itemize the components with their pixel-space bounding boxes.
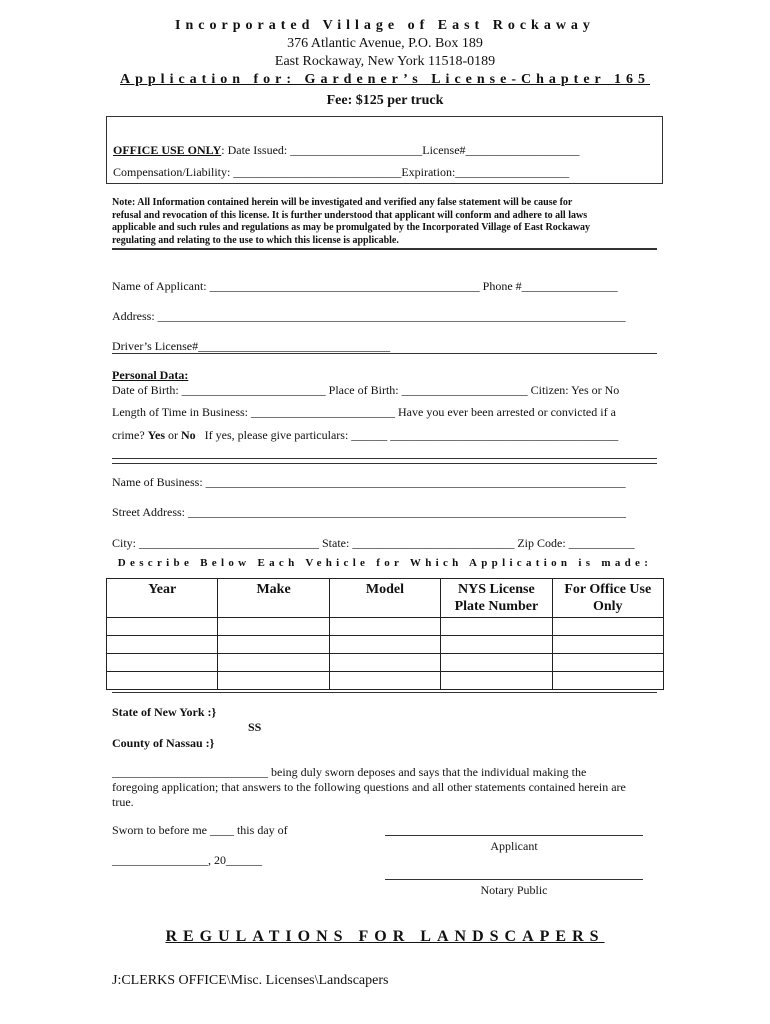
application-title: Application for: Gardener’s License-Chapter 165 xyxy=(120,72,650,87)
vehicle-section-title: Describe Below Each Vehicle for Which Application is made: xyxy=(117,557,653,569)
col-make: Make xyxy=(218,579,329,618)
note-line: refusal and revocation of this license. It is further understood that applicant will conform and adhere to all laws xyxy=(112,209,588,221)
table-cell[interactable] xyxy=(107,672,218,690)
city-state-zip-field[interactable]: City: ______________________________ State: ___________________________ Zip Code: ___________ xyxy=(112,536,635,550)
office-use-label: OFFICE USE ONLY xyxy=(113,143,222,157)
crime-or: or xyxy=(168,428,178,442)
divider xyxy=(112,248,657,250)
table-cell[interactable] xyxy=(218,672,329,690)
address-field[interactable]: Address: ______________________________________________________________________________ xyxy=(112,309,626,323)
date-issued-text: : Date Issued: ______________________License#___________________ xyxy=(221,143,580,157)
village-title: Incorporated Village of East Rockaway xyxy=(175,18,595,33)
col-model: Model xyxy=(329,579,440,618)
table-row xyxy=(107,654,664,672)
table-cell[interactable] xyxy=(329,636,440,654)
note-line: regulating and relating to the use to which this license is applicable. xyxy=(112,234,399,246)
divider xyxy=(112,463,657,464)
address-line-2: East Rockaway, New York 11518-0189 xyxy=(274,54,496,69)
col-office: For Office Use Only xyxy=(552,579,663,618)
table-cell[interactable] xyxy=(218,618,329,636)
crime-particulars: If yes, please give particulars: ______ ______________________________________ xyxy=(204,428,619,442)
street-address-field[interactable]: Street Address: _________________________________________________________________________ xyxy=(112,505,626,519)
table-row xyxy=(107,618,664,636)
applicant-label: Applicant xyxy=(490,839,538,853)
oath-paragraph xyxy=(112,765,657,810)
table-cell[interactable] xyxy=(552,654,663,672)
sworn-line[interactable]: Sworn to before me ____ this day of xyxy=(112,823,288,837)
col-plate: NYS License Plate Number xyxy=(441,579,552,618)
crime-yes[interactable]: Yes xyxy=(147,428,165,442)
table-cell[interactable] xyxy=(329,618,440,636)
oath-line: true. xyxy=(112,795,134,809)
birth-citizen-field[interactable]: Date of Birth: ________________________ Place of Birth: _____________________ Citizen: Yes or No xyxy=(112,383,620,397)
blank-line[interactable] xyxy=(112,458,657,459)
crime-field[interactable] xyxy=(112,428,618,443)
table-cell[interactable] xyxy=(329,672,440,690)
divider xyxy=(112,692,657,693)
divider xyxy=(112,353,657,354)
sworn-date-field[interactable]: ________________, 20______ xyxy=(112,853,262,867)
note-block xyxy=(112,197,590,247)
table-cell[interactable] xyxy=(329,654,440,672)
table-cell[interactable] xyxy=(552,636,663,654)
state-line: State of New York :} xyxy=(112,705,217,719)
ss-label: SS xyxy=(248,720,262,734)
fee-line: Fee: $125 per truck xyxy=(326,93,444,108)
table-row xyxy=(107,636,664,654)
applicant-signature-line[interactable] xyxy=(385,835,643,836)
note-line: Note: All Information contained herein will be investigated and verified any false statement will be cause for xyxy=(112,197,573,208)
personal-data-heading: Personal Data: xyxy=(112,368,189,382)
table-cell[interactable] xyxy=(218,636,329,654)
table-cell[interactable] xyxy=(441,618,552,636)
table-cell[interactable] xyxy=(552,618,663,636)
oath-line[interactable]: __________________________ being duly sworn deposes and says that the individual making the xyxy=(112,765,587,779)
table-cell[interactable] xyxy=(552,672,663,690)
crime-no[interactable]: No xyxy=(181,428,196,442)
table-cell[interactable] xyxy=(441,654,552,672)
vehicle-table xyxy=(106,578,664,690)
regulations-title: REGULATIONS FOR LANDSCAPERS xyxy=(165,928,605,945)
table-cell[interactable] xyxy=(107,636,218,654)
table-row xyxy=(107,672,664,690)
crime-text: crime? xyxy=(112,428,145,442)
address-line-1: 376 Atlantic Avenue, P.O. Box 189 xyxy=(287,36,483,51)
notary-label: Notary Public xyxy=(480,883,548,897)
oath-line: foregoing application; that answers to the following questions and all other statements contained herein are xyxy=(112,780,626,794)
notary-signature-line[interactable] xyxy=(385,879,643,880)
office-use-box xyxy=(106,116,663,184)
county-line: County of Nassau :} xyxy=(112,736,215,750)
note-line: applicable and such rules and regulations as may be promulgated by the Incorporated Village of East Rockaway xyxy=(112,222,591,233)
office-date-line xyxy=(113,143,580,158)
vehicle-header-row xyxy=(107,579,664,618)
table-cell[interactable] xyxy=(441,636,552,654)
table-cell[interactable] xyxy=(107,654,218,672)
col-year: Year xyxy=(107,579,218,618)
compensation-line: Compensation/Liability: ____________________________Expiration:___________________ xyxy=(113,165,570,179)
length-business-field[interactable]: Length of Time in Business: ________________________ Have you ever been arrested or convicted if a xyxy=(112,405,616,419)
applicant-name-field[interactable]: Name of Applicant: _____________________________________________ Phone #________________ xyxy=(112,279,618,293)
table-cell[interactable] xyxy=(441,672,552,690)
table-cell[interactable] xyxy=(218,654,329,672)
table-cell[interactable] xyxy=(107,618,218,636)
business-name-field[interactable]: Name of Business: ______________________________________________________________________ xyxy=(112,475,626,489)
drivers-license-field[interactable]: Driver’s License#________________________________ xyxy=(112,339,391,353)
file-path-footer: J:CLERKS OFFICE\Misc. Licenses\Landscapers xyxy=(112,973,389,988)
